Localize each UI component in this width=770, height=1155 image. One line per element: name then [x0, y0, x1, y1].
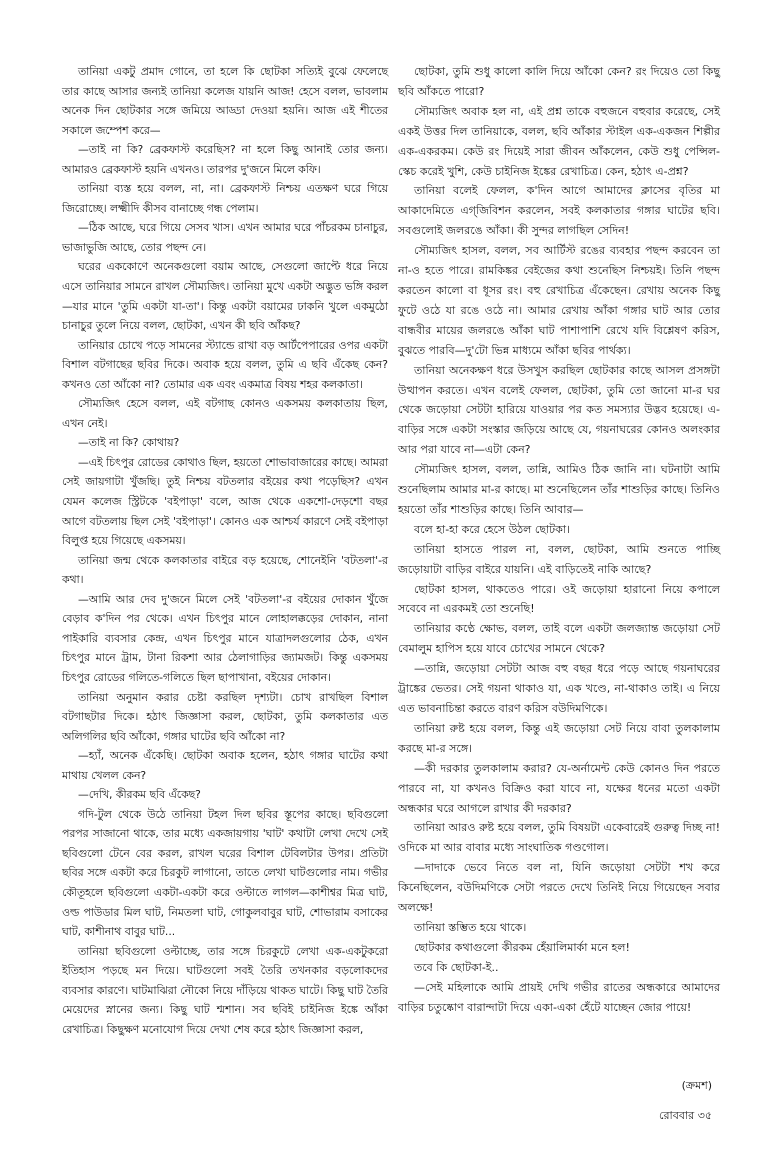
paragraph: তানিয়া অনুমান করার চেষ্টা করছিল দৃশ্যটা। চোখ রাখছিল বিশাল বটগাছটার দিকে। হঠাৎ জিজ্ঞাসা করল, ছোটকা, তুমি কলকাতার এত অলিগলির ছবি আঁকো, গঙ্গার ঘাটের ছবি আঁকো না?: [62, 690, 388, 743]
continued-label: (ক্রমশ): [681, 1079, 712, 1092]
paragraph: —আমি আর দেব দু'জনে মিলে সেই 'বটতলা'-র বইয়ের দোকান খুঁজে বেড়াব ক'দিন পর থেকে। এখন চিৎপুর মানে লোহালক্কড়ের দোকান, নানা পাইকারি ব্যবসার কেন্দ্র, এখন চিৎপুর মানে যাত্রাদলগুলোর ঠেক, এখন চিৎপুর মানে ট্রাম, টানা রিকশা আর ঠেলাগাড়ির জ্যামজট। কিন্তু একসময় চিৎপুর রোডের গলিতে-গলিতে ছিল ছাপাখানা, বইয়ের দোকান।: [62, 592, 388, 684]
paragraph: তানিয়া একটু প্রমাদ গোনে, তা হলে কি ছোটকা সত্যিই বুঝে ফেলেছে তার কাছে আসার জন্যই তানিয়া কলেজ যায়নি আজ! হেসে বলল, ভাবলাম অনেক দিন ছোটকার সঙ্গে জমিয়ে আড্ডা দেওয়া হয়নি। আজ এই শীতের সকালে জম্পেশ করে—: [62, 65, 388, 137]
paragraph: সৌম্যজিৎ হেসে বলল, এই বটগাছ কোনও একসময় কলকাতায় ছিল, এখন নেই।: [62, 397, 388, 430]
paragraph: —দেখি, কীরকম ছবি এঁকেছ?: [78, 788, 201, 802]
paragraph: —তাই না কি? কোথায়?: [78, 436, 180, 450]
paragraph: —সেই মহিলাকে আমি প্রায়ই দেখি গভীর রাতের অন্ধকারে আমাদের বাড়ির চতুষ্কোণ বারান্দাটা দিয়ে একা-একা হেঁটে যাচ্ছেন জোর পায়ে!: [398, 980, 720, 1014]
paragraph: —দাদাকে ভেবে নিতে বল না, যিনি জড়োয়া সেটটা শখ করে কিনেছিলেন, বউদিমণিকে সেটা পরতে দেখে তিনিই নিয়ে গিয়েছেন সবার অলক্ষে!: [398, 861, 720, 915]
page-footer: রোববার ৩৫: [659, 1109, 712, 1122]
paragraph: তবে কি ছোটকা-ই..: [414, 960, 499, 974]
paragraph: তানিয়া হাসতে পারল না, বলল, ছোটকা, আমি শুনতে পাচ্ছি জড়োয়াটা বাড়ির বাইরে যায়নি। এই বাড়িতেই নাকি আছে?: [398, 542, 720, 576]
paragraph: গদি-টুল থেকে উঠে তানিয়া টহল দিল ছবির স্তূপের কাছে। ছবিগুলো পরপর সাজানো থাকে, তার মধ্যে একজায়গায় 'ঘাট' কথাটা লেখা দেখে সেই ছবিগুলো টেনে বের করল, রাখল ঘরের বিশাল টেবিলটার উপর। প্রতিটা ছবির সঙ্গে একটা করে চিরকুট লাগানো, তাতে লেখা ঘাটগুলোর নাম। গভীর কৌতূহলে ছবিগুলো একটা-একটা করে ওল্টাতে লাগল—কাশীশ্বর মিত্র ঘাট, ওল্ড পাউডার মিল ঘাট, নিমতলা ঘাট, গোকুলবাবুর ঘাট, শোভারাম বসাকের ঘাট, কাশীনাথ বাবুর ঘাট...: [62, 807, 388, 939]
paragraph: তানিয়া স্তম্ভিত হয়ে থাকে।: [414, 920, 527, 934]
paragraph: তানিয়া আরও রুষ্ট হয়ে বলল, তুমি বিষয়টা একেবারেই গুরুত্ব দিচ্ছ না! ওদিকে মা আর বাবার মধ্যে সাংঘাতিক গণ্ডগোল।: [398, 821, 720, 855]
paragraph: সৌম্যজিৎ হাসল, বলল, তান্নি, আমিও ঠিক জানি না। ঘটনাটা আমি শুনেছিলাম আমার মা-র কাছে। মা শুনেছিলেন তাঁর শাশুড়ির কাছে। তিনিও হয়তো তাঁর শাশুড়ির কাছে। তিনি আবার—: [398, 463, 720, 516]
paragraph: বলে হা-হা করে হেসে উঠল ছোটকা।: [414, 522, 570, 536]
paragraph: ছোটকা, তুমি শুধু কালো কালি দিয়ে আঁকো কেন? রং দিয়েও তো কিছু ছবি আঁকতে পারো?: [398, 65, 720, 98]
right-column: [398, 62, 720, 1018]
paragraph: —তাই না কি? ব্রেকফাস্ট করেছিস? না হলে কিছু আনাই তোর জন্য। আমারও ব্রেকফাস্ট হয়নি এখনও। তারপর দু'জনে মিলে কফি।: [62, 143, 388, 176]
paragraph: সৌম্যজিৎ অবাক হল না, এই প্রশ্ন তাকে বহুজনে বহুবার করেছে, সেই একই উত্তর দিল তানিয়াকে, বলল, ছবি আঁকার স্টাইল এক-একজন শিল্পীর এক-একরকম। কেউ রং দিয়েই সারা জীবন আঁকলেন, কেউ শুধু পেন্সিল-স্কেচ করেই খুশি, কেউ চাইনিজ ইঙ্কের রেখাচিত্র। কেন, হঠাৎ এ-প্রশ্ন?: [398, 104, 720, 178]
paragraph: ছোটকা হাসল, থাকতেও পারে। ওই জড়োয়া হারানো নিয়ে কপালে সবেবে না এরকমই তো শুনেছি!: [398, 582, 720, 616]
left-column: [62, 62, 388, 1039]
paragraph: —ঠিক আছে, ঘরে গিয়ে সেসব খাস। এখন আমার ঘরে পাঁচরকম চানাচুর, ভাজাভুজি আছে, তোর পছন্দ নে।: [62, 221, 388, 254]
paragraph: তানিয়া ব্যস্ত হয়ে বলল, না, না। ব্রেকফাস্ট নিশ্চয় এতক্ষণ ঘরে গিয়ে জিরোচ্ছে। লক্ষ্মীদি কীসব বানাচ্ছে গন্ধ পেলাম।: [62, 182, 388, 215]
paragraph: সৌম্যজিৎ হাসল, বলল, সব আর্টিস্ট রঙের ব্যবহার পছন্দ করবেন তা না-ও হতে পারে। রামকিঙ্কর বেইজের কথা শুনেছিস নিশ্চয়ই। তিনি পছন্দ করতেন কালো বা ধূসর রং। বহু রেখাচিত্র এঁকেছেন। রেখায় অনেক কিছু ফুটে ওঠে যা রঙে ওঠে না। আমার রেখায় আঁকা গঙ্গার ঘাট আর তোর বান্ধবীর মায়ের জলরঙে আঁকা ঘাট পাশাপাশি রেখে যদি বিশ্লেষণ করিস, বুঝতে পারবি—দু'টো ভিন্ন মাধ্যমে আঁকা ছবির পার্থক্য।: [398, 244, 720, 357]
paragraph: —হ্যাঁ, অনেক এঁকেছি। ছোটকা অবাক হলেন, হঠাৎ গঙ্গার ঘাটের কথা মাথায় খেলল কেন?: [62, 749, 388, 782]
paragraph: ঘরের এককোণে অনেকগুলো বয়াম আছে, সেগুলো জাপ্টে ধরে নিয়ে এসে তানিয়ার সামনে রাখল সৌম্যজিৎ। তানিয়া মুখে একটা অদ্ভুত ভঙ্গি করল—যার মানে 'তুমি একটা যা-তা'। কিন্তু একটা বয়ামের ঢাকনি খুলে একমুঠো চানাচুর তুলে নিয়ে বলল, ছোটকা, এখন কী ছবি আঁকছ?: [62, 260, 388, 333]
paragraph: তানিয়া জন্ম থেকে কলকাতার বাইরে বড় হয়েছে, শোনেইনি 'বটতলা'-র কথা।: [62, 553, 388, 587]
paragraph: তানিয়ার কণ্ঠে ক্ষোভ, বলল, তাই বলে একটা জলজ্যান্ত জড়োয়া সেট বেমালুম হাপিস হয়ে যাবে চোখের সামনে থেকে?: [398, 622, 720, 656]
paragraph: তানিয়া রুষ্ট হয়ে বলল, কিন্তু এই জড়োয়া সেট নিয়ে বাবা তুলকালাম করছে মা-র সঙ্গে।: [398, 721, 720, 755]
paragraph: তানিয়া বলেই ফেলল, ক'দিন আগে আমাদের ক্লাসের বৃতির মা আকাদেমিতে এগ্‌জিবিশন করলেন, সবই কলকাতার গঙ্গার ঘাটের ছবি। সবগুলোই জলরঙে আঁকা। কী সুন্দর লাগছিল সেদিন!: [398, 184, 720, 238]
paragraph: —এই চিৎপুর রোডের কোথাও ছিল, হয়তো শোভাবাজারের কাছে। আমরা সেই জায়গাটা খুঁজছি। তুই নিশ্চয় বটতলার বইয়ের কথা পড়েছিস? এখন যেমন কলেজ স্ট্রিটকে 'বইপাড়া' বলে, আজ থেকে একশো-দেড়শো বছর আগে বটতলায় ছিল সেই 'বইপাড়া'। কোনও এক আশ্চর্য কারণে সেই বইপাড়া বিলুপ্ত হয়ে গিয়েছে একসময়।: [62, 455, 388, 548]
paragraph: তানিয়া অনেকক্ষণ ধরে উসখুস করছিল ছোটকার কাছে আসল প্রসঙ্গটা উত্থাপন করতে। এখন বলেই ফেলল, ছোটকা, তুমি তো জানো মা-র ঘর থেকে জড়োয়া সেটটা হারিয়ে যাওয়ার পর কত সমস্যার উদ্ভব হয়েছে। এ-বাড়ির সঙ্গে একটা সংস্কার জড়িয়ে আছে যে, গয়নাঘরের কোনও অলংকার আর পরা যাবে না—এটা কেন?: [398, 363, 720, 457]
paragraph: —তান্নি, জড়োয়া সেটটা আজ বহু বছর ধরে পড়ে আছে গয়নাঘরের ট্রাঙ্কের ভেতর। সেই গয়না থাকাও যা, এক খণ্ডে, না-থাকাও তাই। এ নিয়ে এত ভাবনাচিন্তা করতে বারণ করিস বউদিমণিকে।: [398, 662, 720, 715]
paragraph: তানিয়ার চোখে পড়ে সামনের স্ট্যান্ডে রাখা বড় আর্টপেপারের ওপর একটা বিশাল বটগাছের ছবির দিকে। অবাক হয়ে বলল, তুমি এ ছবি এঁকেছ কেন? কখনও তো আঁকো না? তোমার এক এবং একমাত্র বিষয় শহর কলকাতা।: [62, 338, 388, 391]
paragraph: তানিয়া ছবিগুলো ওল্টাচ্ছে, তার সঙ্গে চিরকুটে লেখা এক-একটুকরো ইতিহাস পড়ছে মন দিয়ে। ঘাটগুলো সবই তৈরি তখনকার বড়লোকদের ব্যবসার কারণে। ঘাটমাঝিরা নৌকো নিয়ে দাঁড়িয়ে থাকত ঘাটে। কিছু ঘাট তৈরি মেয়েদের স্নানের জন্য। কিছু ঘাট শ্মশান। সব ছবিই চাইনিজ ইঙ্কে আঁকা রেখাচিত্র। কিছুক্ষণ মনোযোগ দিয়ে দেখা শেষ করে হঠাৎ জিজ্ঞাসা করল,: [62, 944, 388, 1036]
paragraph: ছোটকার কথাগুলো কীরকম হেঁয়ালিমার্কা মনে হল!: [414, 940, 630, 954]
paragraph: —কী দরকার তুলকালাম করার? যে-অর্নামেন্ট কেউ কোনও দিন পরতে পারবে না, যা কখনও বিক্রিও করা যাবে না, যক্ষের ধনের মতো একটা অন্ধকার ঘরে আগলে রাখার কী দরকার?: [398, 761, 720, 815]
